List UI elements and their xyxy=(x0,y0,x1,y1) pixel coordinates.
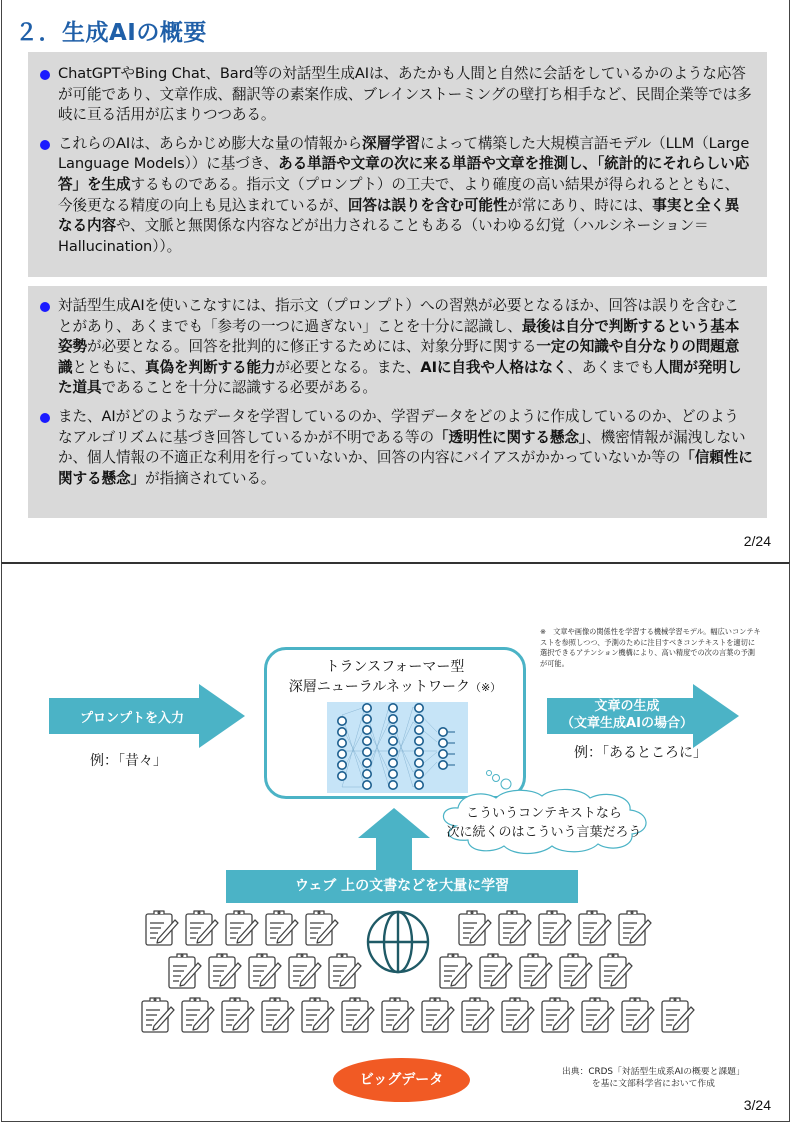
thought-line1: こういうコンテキストなら xyxy=(466,806,622,821)
bullet-text: これらのAIは、あらかじめ膨大な量の情報から深層学習によって構築した大規模言語モデル（LLM（Large Language Models））に基づき、ある単語や文章の次に来る単語や文章を推測し、「統計的にそれらしい応答」を生成するものである。指示文（プロンプト）の工夫で、より確度の高い結果が得られるとともに、今後更なる精度の向上も見込まれているが、回答は誤りを含む可能性が常にあり、時には、事実と全く異なる内容や、文脈と無関係な内容などが出力されることもある（いわゆる幻覚（ハルシネーション＝Hallucination））。 xyxy=(58,134,750,255)
document-row xyxy=(144,909,340,947)
bullet-text: また、AIがどのようなデータを学習しているのか、学習データをどのように作成しているのか、どのようなアルゴリズムに基づき回答しているかが不明である等の「透明性に関する懸念」、機密情報が漏洩しないか、個人情報の不適正な利用を行っていないか、回答の内容にバイアスがかかっていないか等の「信頼性に関する懸念」が指摘されている。 xyxy=(58,407,753,487)
clipboard-icon xyxy=(558,952,594,990)
page-number: 2/24 xyxy=(743,533,771,549)
clipboard-icon xyxy=(617,909,653,947)
neural-network-icon xyxy=(327,702,468,793)
clipboard-icon xyxy=(420,996,456,1034)
clipboard-icon xyxy=(260,996,296,1034)
source-line2: を基に文部科学省において作成 xyxy=(591,1079,715,1089)
bullet-dot-icon xyxy=(40,302,50,312)
clipboard-icon xyxy=(380,996,416,1034)
clipboard-icon xyxy=(287,952,323,990)
clipboard-icon xyxy=(167,952,203,990)
page-title: ２．生成AIの概要 xyxy=(15,20,207,46)
bullet-dot-icon xyxy=(40,413,50,423)
clipboard-icon xyxy=(184,909,220,947)
output-example: 例：「あるところに」 xyxy=(574,745,707,761)
clipboard-icon xyxy=(264,909,300,947)
clipboard-icon xyxy=(220,996,256,1034)
bullet-item xyxy=(40,296,753,399)
bullet-item xyxy=(40,64,753,126)
big-data-badge: ビッグデータ xyxy=(333,1058,470,1102)
clipboard-icon xyxy=(660,996,696,1034)
output-label-line1: 文章の生成 xyxy=(594,699,660,714)
clipboard-icon xyxy=(140,996,176,1034)
clipboard-icon xyxy=(518,952,554,990)
bullet-item xyxy=(40,134,753,258)
page-number: 3/24 xyxy=(743,1097,771,1113)
globe-icon xyxy=(365,909,431,975)
bullet-text: 対話型生成AIを使いこなすには、指示文（プロンプト）への習熟が必要となるほか、回答は誤りを含むことがあり、あくまでも「参考の一つに過ぎない」ことを十分に認識し、最後は自分で判断するという基本姿勢が必要となる。回答を批判的に修正するためには、対象分野に関する一定の知識や自分なりの問題意識とともに、真偽を判断する能力が必要となる。また、AIに自我や人格はなく、あくまでも人間が発明した道具であることを十分に認識する必要がある。 xyxy=(58,297,742,397)
clipboard-icon xyxy=(540,996,576,1034)
model-title-line1: トランスフォーマー型 xyxy=(325,659,465,675)
clipboard-icon xyxy=(460,996,496,1034)
thought-line2: 次に続くのはこういう言葉だろう xyxy=(446,825,642,840)
clipboard-icon xyxy=(144,909,180,947)
model-title xyxy=(267,657,523,698)
bullet-item xyxy=(40,407,753,489)
clipboard-icon xyxy=(497,909,533,947)
input-arrow-label: プロンプトを入力 xyxy=(79,711,184,726)
caution-box xyxy=(28,286,767,518)
clipboard-icon xyxy=(580,996,616,1034)
document-row xyxy=(140,996,696,1034)
clipboard-icon xyxy=(478,952,514,990)
source-citation xyxy=(562,1066,745,1090)
clipboard-icon xyxy=(207,952,243,990)
bullet-dot-icon xyxy=(40,70,50,80)
bullet-text: ChatGPTやBing Chat、Bard等の対話型生成AIは、あたかも人間と自然に会話をしているかのような応答が可能であり、文章作成、翻訳等の素案作成、ブレインストーミングの壁打ち相手など、民間企業等では多岐に亘る活用が広まりつつある。 xyxy=(58,65,752,124)
clipboard-icon xyxy=(247,952,283,990)
clipboard-icon xyxy=(577,909,613,947)
output-arrow-label xyxy=(552,698,702,732)
thought-bubble-text xyxy=(444,804,644,842)
clipboard-icon xyxy=(500,996,536,1034)
clipboard-icon xyxy=(224,909,260,947)
input-example: 例：「昔々」 xyxy=(90,753,167,769)
clipboard-icon xyxy=(620,996,656,1034)
document-row xyxy=(167,952,363,990)
clipboard-icon xyxy=(300,996,336,1034)
clipboard-icon xyxy=(457,909,493,947)
note-mark: （※） xyxy=(469,681,502,694)
document-row xyxy=(457,909,653,947)
model-title-line2: 深層ニューラルネットワーク xyxy=(288,679,470,695)
output-label-line2: （文章生成AIの場合） xyxy=(561,716,693,731)
web-learning-bar: ウェブ 上の文書などを大量に学習 xyxy=(226,870,578,903)
source-line1: 出典：CRDS「対話型生成系AIの概要と課題」 xyxy=(562,1067,745,1077)
clipboard-icon xyxy=(537,909,573,947)
clipboard-icon xyxy=(304,909,340,947)
clipboard-icon xyxy=(340,996,376,1034)
transformer-model-box xyxy=(264,647,526,799)
clipboard-icon xyxy=(438,952,474,990)
page-2 xyxy=(1,0,790,563)
up-arrow-icon xyxy=(358,808,430,870)
clipboard-icon xyxy=(327,952,363,990)
bullet-dot-icon xyxy=(40,140,50,150)
document-row xyxy=(438,952,634,990)
clipboard-icon xyxy=(598,952,634,990)
model-footnote: ※ 文章や画像の関係性を学習する機械学習モデル。幅広いコンテキストを参照しつつ、予測のために注目すべきコンテキストを適切に選択できるアテンション機構により、高い精度での次の言葉の予測が可能。 xyxy=(540,627,761,668)
overview-box xyxy=(28,52,767,277)
clipboard-icon xyxy=(180,996,216,1034)
page-3 xyxy=(1,562,790,1122)
